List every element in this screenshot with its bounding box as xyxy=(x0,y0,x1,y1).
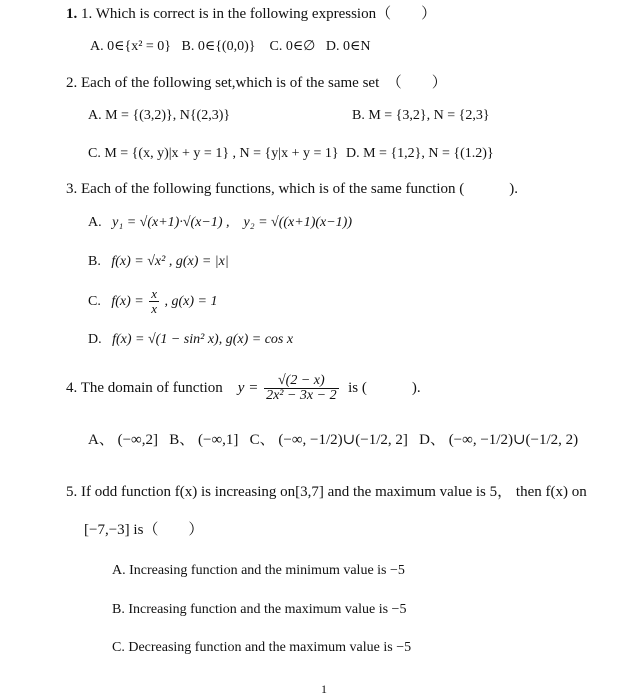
q3-c-denominator: x xyxy=(151,301,157,317)
q1-option-b: B. 0∈{(0,0)} xyxy=(181,39,256,54)
q3-c-f: f(x) = xyxy=(111,294,144,309)
q1-option-d: D. 0∈N xyxy=(325,39,371,54)
q5-line2: [−7,−3] is（ ） xyxy=(84,522,204,538)
q3-a-label: A. xyxy=(88,215,102,230)
q2-option-c: C. M = {(x, y)|x + y = 1} , N = {y|x + y = 1} xyxy=(88,146,339,161)
q4-y-eq: y = xyxy=(237,380,259,396)
q3-c-g: , g(x) = 1 xyxy=(164,294,218,309)
q2-option-a: A. M = {(3,2)}, N{(2,3)} xyxy=(88,108,231,123)
q3-b-expr: f(x) = √x² , g(x) = |x| xyxy=(111,254,229,269)
q4-option-a: A、 (−∞,2] xyxy=(88,432,158,448)
q4-options xyxy=(88,430,578,450)
page-number: 1 xyxy=(321,682,327,696)
q2-option-d: D. M = {1,2}, N = {(1.2)} xyxy=(346,146,494,161)
q1-stem-text: 1. Which is correct is in the following expression（ ） xyxy=(81,6,437,22)
q3-stem: 3. Each of the following functions, which is of the same function ( ). xyxy=(66,181,518,197)
q3-d-label: D. xyxy=(88,332,102,347)
q5-option-a: A. Increasing function and the minimum value is −5 xyxy=(112,563,405,578)
q4-stem-suffix: is ( ). xyxy=(348,380,421,396)
q3-a-y1: y₁ = √(x+1)·√(x−1) , xyxy=(112,215,230,230)
q4-fraction xyxy=(264,374,339,403)
q3-option-c xyxy=(88,287,218,317)
q3-option-d xyxy=(88,330,293,350)
q1-stem: 1. 1. Which is correct is in the following expression（ ） xyxy=(66,6,437,22)
q4-stem xyxy=(66,370,421,406)
q1-options xyxy=(90,37,370,57)
q3-a-y2: y₂ = √((x+1)(x−1)) xyxy=(243,215,353,230)
q5-option-c: C. Decreasing function and the maximum value is −5 xyxy=(112,640,412,655)
q4-option-d: D、 (−∞, −1/2)∪(−1/2, 2) xyxy=(419,432,579,448)
q3-c-fraction xyxy=(149,287,159,316)
q2-option-b: B. M = {3,2}, N = {2,3} xyxy=(352,108,490,123)
q5-line1: 5. If odd function f(x) is increasing on[3,7] and the maximum value is 5， then f(x) on xyxy=(66,484,587,500)
q4-denominator: 2x² − 3x − 2 xyxy=(266,388,337,404)
q2-stem: 2. Each of the following set,which is of the same set （ ） xyxy=(66,75,447,91)
q4-stem-prefix: 4. The domain of function xyxy=(66,380,223,396)
q1-option-a: A. 0∈{x² = 0} xyxy=(90,39,172,54)
q3-b-label: B. xyxy=(88,254,101,269)
q4-numerator: √(2 − x) xyxy=(264,374,339,389)
q4-option-b: B、 (−∞,1] xyxy=(169,432,239,448)
q3-option-a xyxy=(88,213,352,233)
q3-d-expr: f(x) = √(1 − sin² x), g(x) = cos x xyxy=(112,332,294,347)
q1-option-c: C. 0∈∅ xyxy=(269,39,316,54)
q5-option-b: B. Increasing function and the maximum value is −5 xyxy=(112,602,407,617)
q3-c-numerator: x xyxy=(151,286,157,302)
q3-c-label: C. xyxy=(88,294,101,309)
q4-option-c: C、 (−∞, −1/2)∪(−1/2, 2] xyxy=(249,432,408,448)
q3-option-b xyxy=(88,252,229,272)
